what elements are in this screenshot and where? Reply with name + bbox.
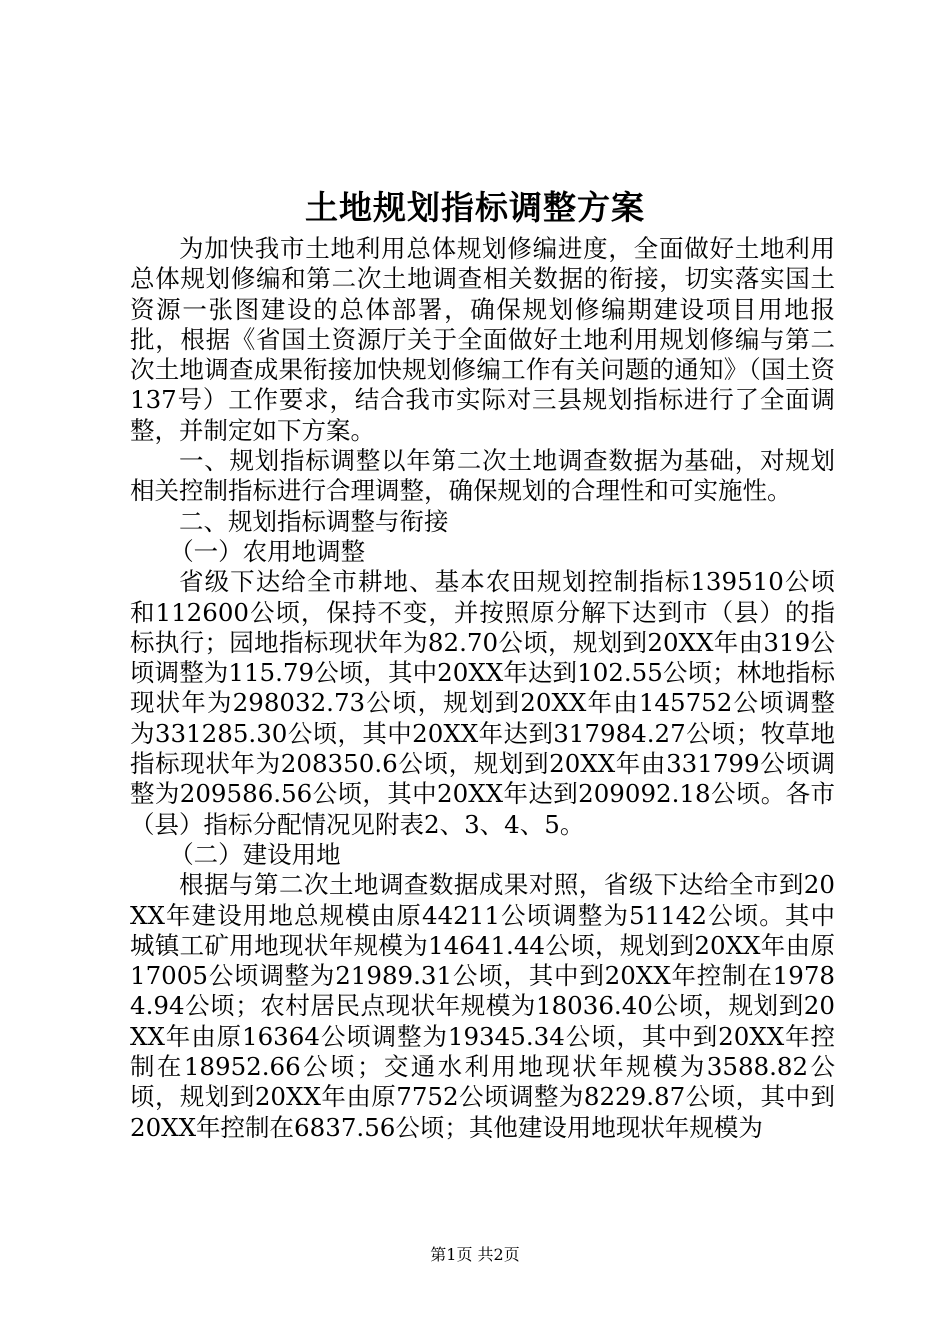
document-title: 土地规划指标调整方案 — [305, 188, 645, 227]
subsection-2-paragraph: 根据与第二次土地调查数据成果对照，省级下达给全市到20XX年建设用地总规模由原44211公顷调整为51142公顷。其中城镇工矿用地现状年规模为14641.44公顷，规划到20XX年由原17005公顷调整为21989.31公顷，其中到20XX年控制在19784.94公顷；农村居民点现状年规模为18036.40公顷，规划到20XX年由原16364公顷调整为19345.34公顷，其中到20XX年控制在18952.66公顷；交通水利用地现状年规模为3588.82公顷，规划到20XX年由原7752公顷调整为8229.87公顷，其中到20XX年控制在6837.56公顷；其他建设用地现状年规模为 — [130, 870, 835, 1142]
subsection-1-heading: （一）农用地调整 — [169, 536, 366, 566]
subsection-1-paragraph: 省级下达给全市耕地、基本农田规划控制指标139510公顷和112600公顷，保持不变，并按照原分解下达到市（县）的指标执行；园地指标现状年为82.70公顷，规划到20XX年由319公顷调整为115.79公顷，其中20XX年达到102.55公顷；林地指标现状年为298032.73公顷，规划到20XX年由145752公顷调整为331285.30公顷，其中20XX年达到317984.27公顷；牧草地指标现状年为208350.6公顷，规划到20XX年由331799公顷调整为209586.56公顷，其中20XX年达到209092.18公顷。各市（县）指标分配情况见附表2、3、4、5。 — [130, 567, 835, 839]
section-1-paragraph: 一、规划指标调整以年第二次土地调查数据为基础，对规划相关控制指标进行合理调整，确保规划的合理性和可实施性。 — [130, 446, 835, 506]
page-number-footer: 第1页 共2页 — [430, 1245, 520, 1264]
document-body — [130, 234, 835, 1143]
intro-paragraph: 为加快我市土地利用总体规划修编进度，全面做好土地利用总体规划修编和第二次土地调查相关数据的衔接，切实落实国土资源一张图建设的总体部署，确保规划修编期建设项目用地报批，根据《省国土资源厅关于全面做好土地利用规划修编与第二次土地调查成果衔接加快规划修编工作有关问题的通知》（国土资137号）工作要求，结合我市实际对三县规划指标进行了全面调整，并制定如下方案。 — [130, 234, 835, 445]
section-2-heading: 二、规划指标调整与衔接 — [179, 506, 449, 536]
subsection-2-heading: （二）建设用地 — [169, 839, 341, 869]
